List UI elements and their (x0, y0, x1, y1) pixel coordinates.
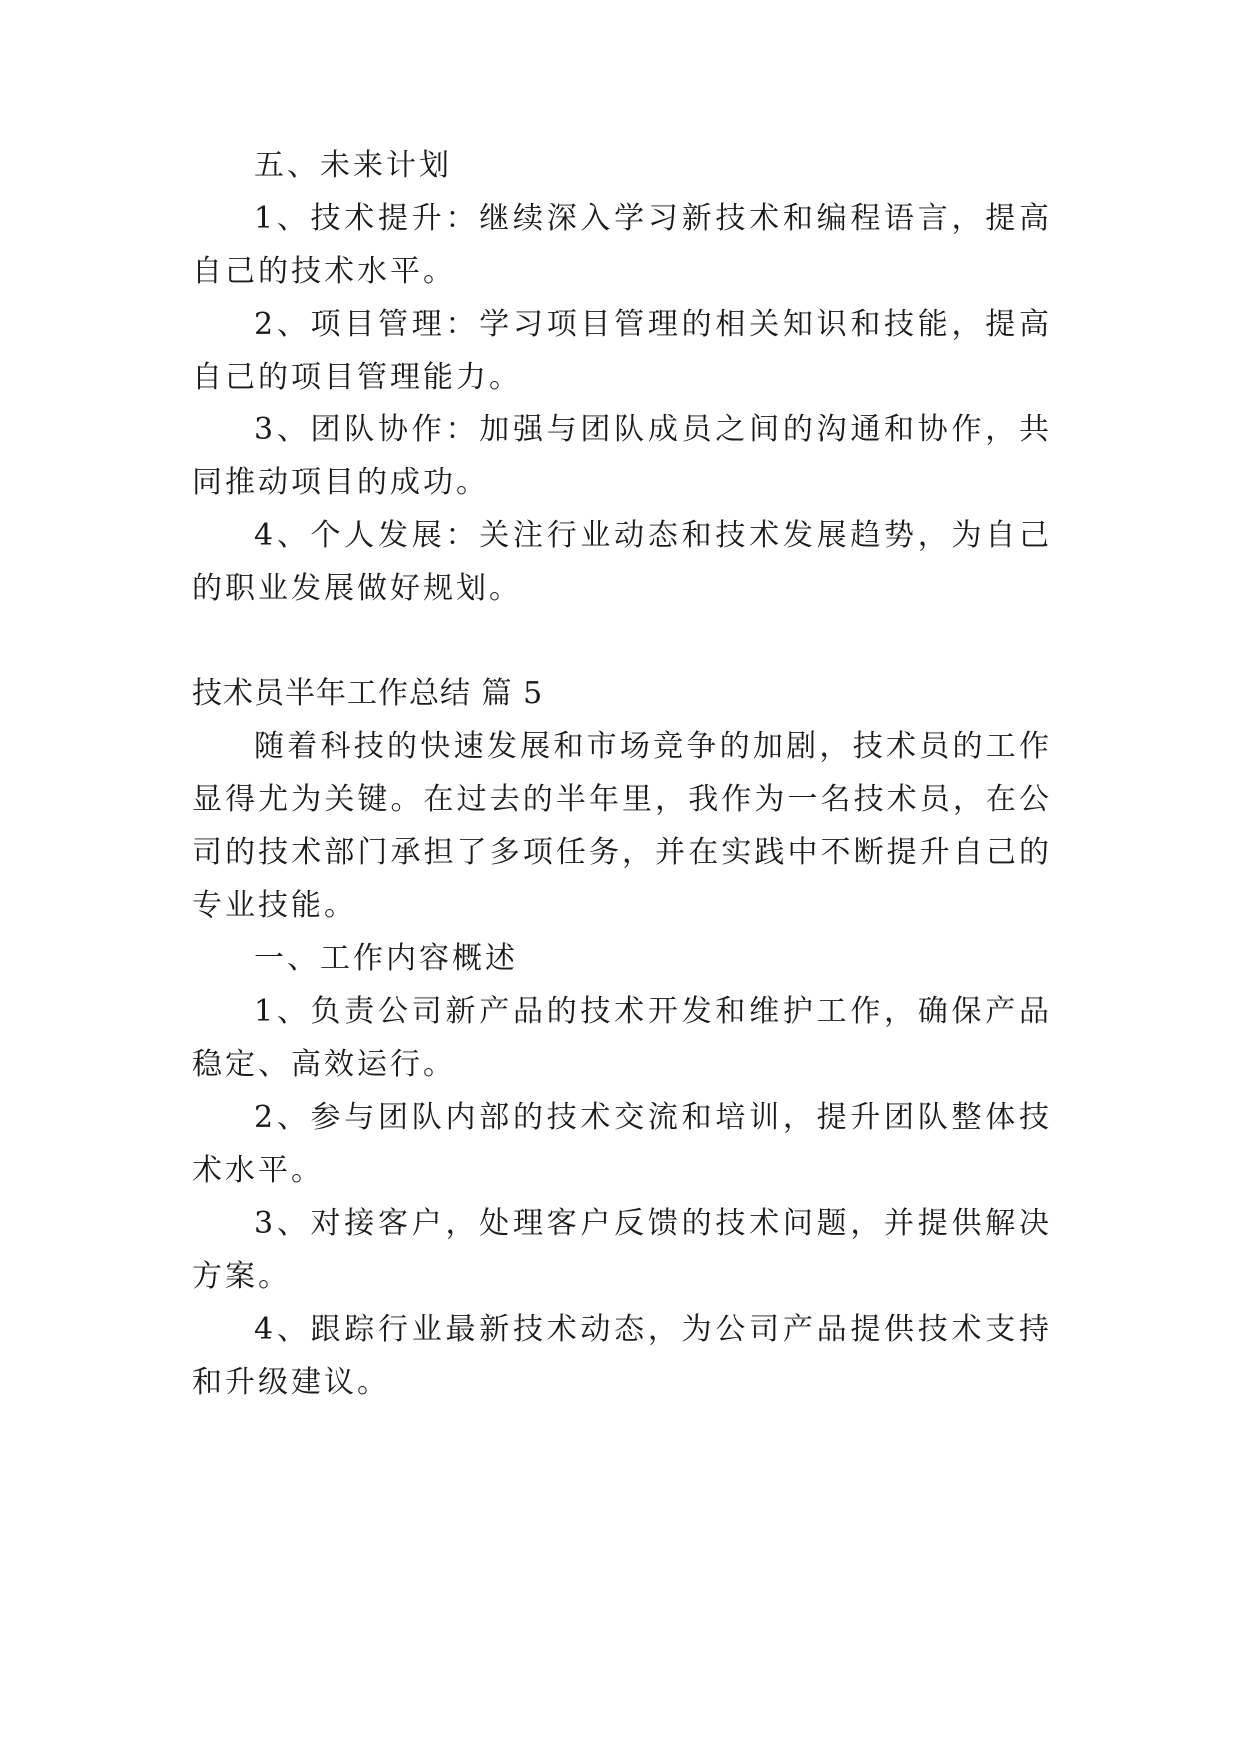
paragraph-line: 显得尤为关键。在过去的半年里，我作为一名技术员，在公 (192, 782, 1052, 817)
paragraph-line: 司的技术部门承担了多项任务，并在实践中不断提升自己的 (192, 835, 1052, 870)
section-heading-future-plan: 五、未来计划 (254, 148, 452, 183)
paragraph-line: 3、对接客户，处理客户反馈的技术问题，并提供解决 (254, 1206, 1052, 1241)
paragraph-line: 1、技术提升：继续深入学习新技术和编程语言，提高 (254, 201, 1052, 236)
paragraph-line: 1、负责公司新产品的技术开发和维护工作，确保产品 (254, 994, 1052, 1029)
paragraph-line: 术水平。 (192, 1153, 324, 1188)
paragraph-line: 同推动项目的成功。 (192, 465, 489, 500)
paragraph-line: 和升级建议。 (192, 1365, 390, 1400)
paragraph-line: 自己的项目管理能力。 (192, 360, 522, 395)
paragraph-line: 稳定、高效运行。 (192, 1047, 456, 1082)
paragraph-line: 4、个人发展：关注行业动态和技术发展趋势，为自己 (254, 518, 1052, 553)
paragraph-line: 方案。 (192, 1259, 291, 1294)
section-heading-work-overview: 一、工作内容概述 (254, 941, 518, 976)
article-title: 技术员半年工作总结 篇 5 (192, 676, 544, 711)
paragraph-line: 随着科技的快速发展和市场竞争的加剧，技术员的工作 (254, 729, 1052, 764)
paragraph-line: 自己的技术水平。 (192, 254, 456, 289)
paragraph-line: 的职业发展做好规划。 (192, 571, 522, 606)
paragraph-line: 4、跟踪行业最新技术动态，为公司产品提供技术支持 (254, 1312, 1052, 1347)
paragraph-line: 2、参与团队内部的技术交流和培训，提升团队整体技 (254, 1100, 1052, 1135)
paragraph-line: 2、项目管理：学习项目管理的相关知识和技能，提高 (254, 307, 1052, 342)
paragraph-line: 专业技能。 (192, 888, 357, 923)
paragraph-line: 3、团队协作：加强与团队成员之间的沟通和协作，共 (254, 412, 1052, 447)
